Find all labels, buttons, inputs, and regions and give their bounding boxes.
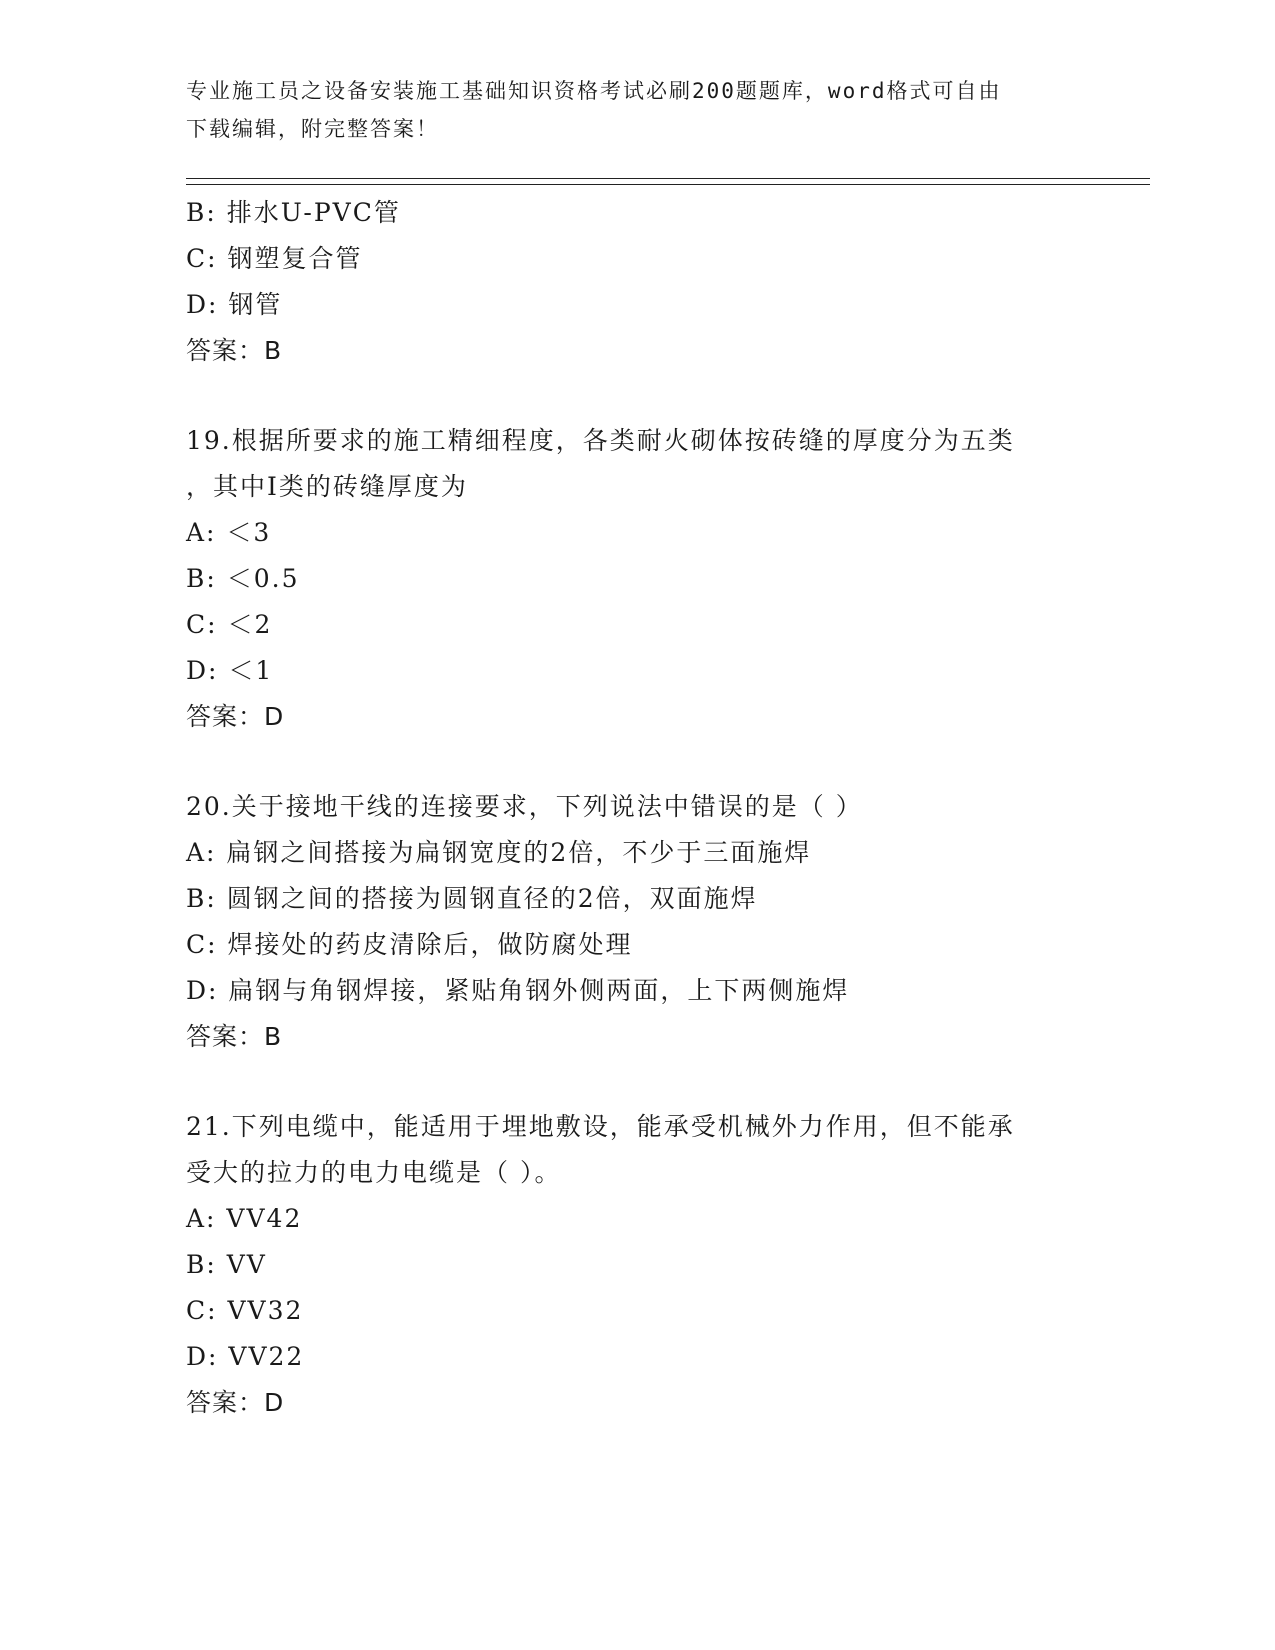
option-d: D: 钢管 — [186, 290, 283, 319]
spacer — [186, 374, 1086, 418]
option-c: C: ＜2 — [186, 610, 273, 639]
option-d: D: ＜1 — [186, 656, 274, 685]
option-c: C: 钢塑复合管 — [186, 244, 363, 273]
question-19 — [186, 418, 1086, 740]
question-18-continued — [186, 190, 1086, 374]
option-a: A: ＜3 — [186, 518, 272, 547]
option-d: D: VV22 — [186, 1342, 305, 1371]
header-line-1: 专业施工员之设备安装施工基础知识资格考试必刷200题题库，word格式可自由 — [186, 79, 1002, 103]
answer-line: 答案：B — [186, 336, 283, 365]
option-b: B: 圆钢之间的搭接为圆钢直径的2倍，双面施焊 — [186, 884, 758, 913]
option-c: C: VV32 — [186, 1296, 304, 1325]
question-stem: ，其中Ⅰ类的砖缝厚度为 — [186, 472, 468, 501]
option-c: C: 焊接处的药皮清除后，做防腐处理 — [186, 930, 633, 959]
answer-line: 答案：B — [186, 1022, 283, 1051]
question-stem: 受大的拉力的电力电缆是（ ）。 — [186, 1158, 562, 1187]
question-21 — [186, 1104, 1086, 1426]
question-stem: 21.下列电缆中，能适用于埋地敷设，能承受机械外力作用，但不能承 — [186, 1112, 1015, 1141]
spacer — [186, 1060, 1086, 1104]
option-b: B: 排水U-PVC管 — [186, 198, 401, 227]
spacer — [186, 740, 1086, 784]
header-divider-top — [186, 178, 1150, 179]
option-a: A: VV42 — [186, 1204, 303, 1233]
question-stem: 19.根据所要求的施工精细程度，各类耐火砌体按砖缝的厚度分为五类 — [186, 426, 1015, 455]
header-divider-bottom — [186, 184, 1150, 185]
answer-line: 答案：D — [186, 1388, 285, 1417]
option-b: B: ＜0.5 — [186, 564, 300, 593]
question-20 — [186, 784, 1086, 1060]
answer-line: 答案：D — [186, 702, 285, 731]
option-d: D: 扁钢与角钢焊接，紧贴角钢外侧两面，上下两侧施焊 — [186, 976, 850, 1005]
option-b: B: VV — [186, 1250, 267, 1279]
header-line-2: 下载编辑，附完整答案！ — [186, 117, 439, 141]
question-stem: 20.关于接地干线的连接要求，下列说法中错误的是（ ） — [186, 792, 863, 821]
document-body — [186, 190, 1086, 1426]
option-a: A: 扁钢之间搭接为扁钢宽度的2倍，不少于三面施焊 — [186, 838, 812, 867]
document-header — [186, 72, 1066, 148]
